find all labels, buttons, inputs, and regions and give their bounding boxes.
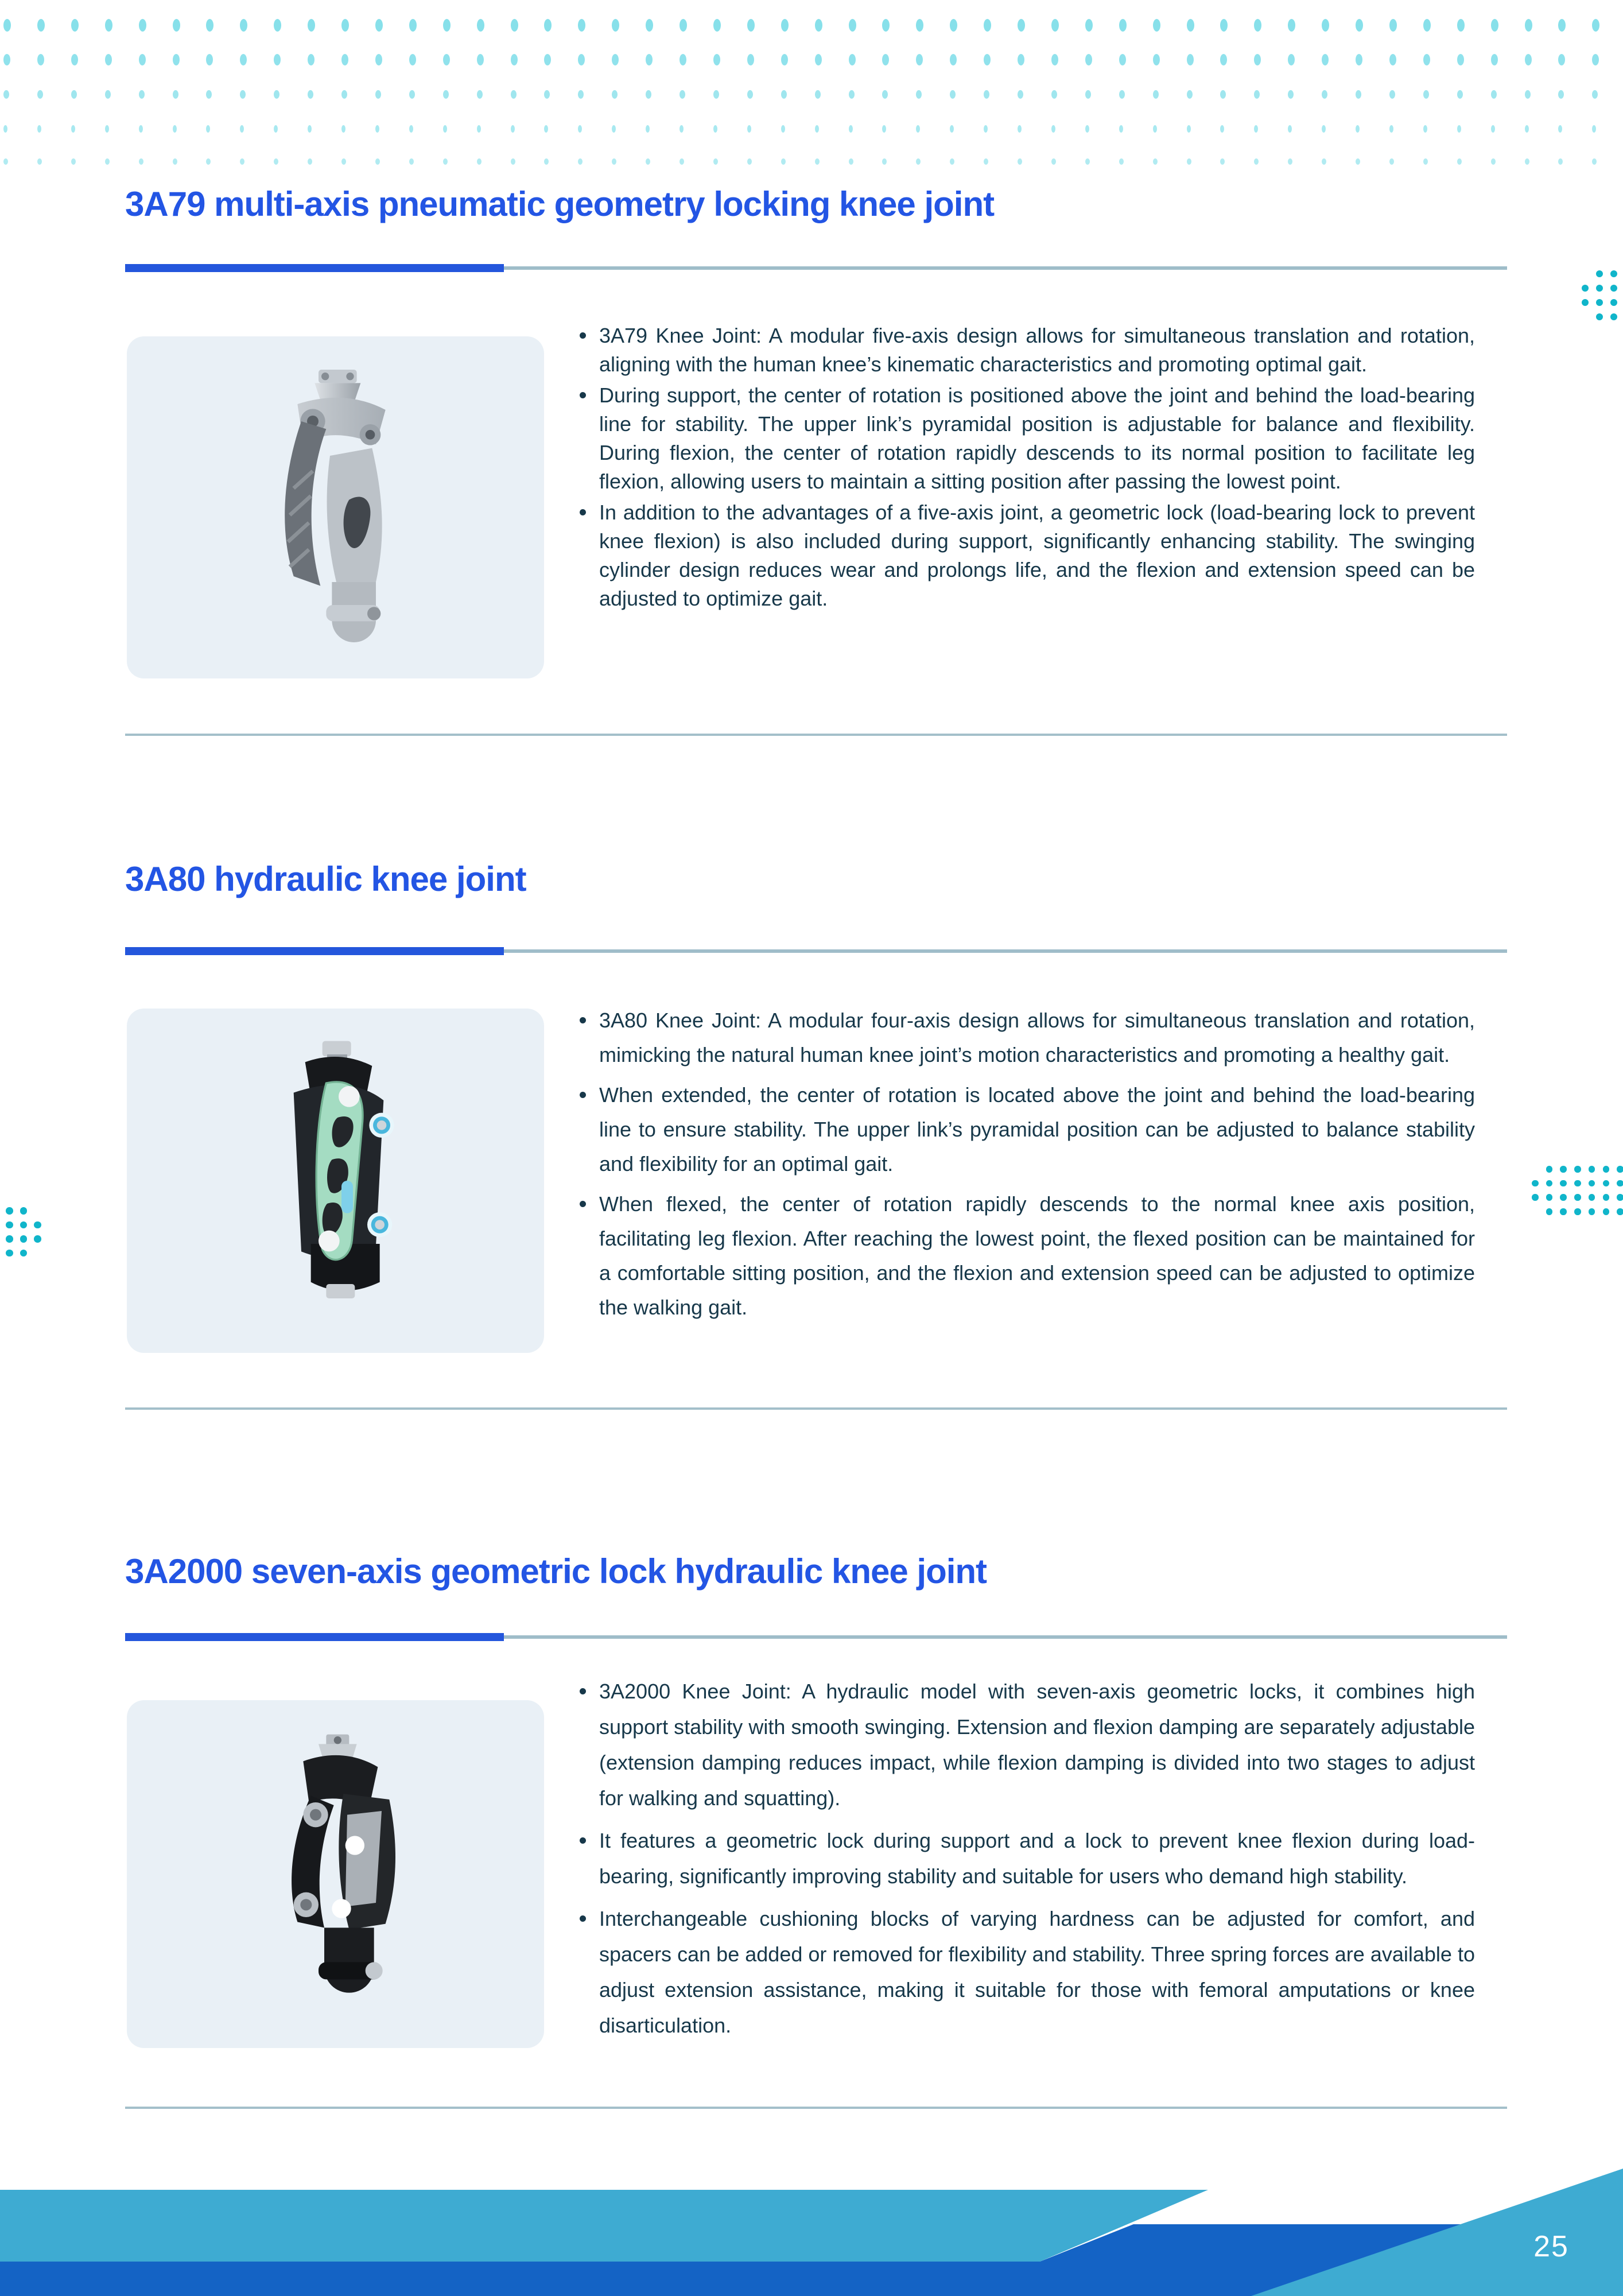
bullet-list-3a2000 bbox=[575, 1674, 1475, 2050]
bullet-item: Interchangeable cushioning blocks of varying hardness can be adjusted for comfort, and spacers can be added or removed for flexibility and stability. Three spring forces are available to adjust extension assistance, making it suitable for those with femoral amputations or knee disarticulation. bbox=[575, 1901, 1475, 2043]
product-image-3a79 bbox=[212, 364, 459, 651]
section-title-3a80: 3A80 hydraulic knee joint bbox=[125, 860, 526, 898]
bullet-item: 3A79 Knee Joint: A modular five-axis design allows for simultaneous translation and rotation, aligning with the human knee’s kinematic characteristics and promoting optimal gait. bbox=[575, 321, 1475, 379]
bullet-list-3a80 bbox=[575, 1003, 1475, 1331]
title-rule-3a2000 bbox=[125, 1633, 1507, 1642]
title-rule-line bbox=[504, 949, 1507, 953]
title-rule-3a79 bbox=[125, 264, 1507, 273]
product-card-3a2000 bbox=[127, 1700, 544, 2048]
title-rule-accent bbox=[125, 1633, 504, 1641]
title-rule-line bbox=[504, 1635, 1507, 1639]
title-rule-line bbox=[504, 266, 1507, 270]
bullet-item: It features a geometric lock during support and a lock to prevent knee flexion during load-bearing, significantly improving stability and suitable for users who demand high stability. bbox=[575, 1823, 1475, 1894]
section-divider bbox=[125, 734, 1507, 736]
bullet-item: 3A80 Knee Joint: A modular four-axis design allows for simultaneous translation and rotation, mimicking the natural human knee joint’s motion characteristics and promoting a healthy gait. bbox=[575, 1003, 1475, 1072]
bullet-list-3a79 bbox=[575, 321, 1475, 615]
page-number: 25 bbox=[1533, 2230, 1569, 2263]
bullet-item: When flexed, the center of rotation rapidly descends to the normal knee axis position, facilitating leg flexion. After reaching the lowest point, the flexed position can be maintained for a comfortable sitting position, and the flexion and extension speed can be adjusted to optimize the walking gait. bbox=[575, 1187, 1475, 1325]
product-card-3a79 bbox=[127, 336, 544, 678]
product-image-3a80 bbox=[212, 1037, 459, 1324]
bullet-item: During support, the center of rotation is positioned above the joint and behind the load-bearing line for stability. The upper link’s pyramidal position is adjustable for balance and flexibility. During flexion, the center of rotation rapidly descends to its normal position to facilitate leg flexion, allowing users to maintain a sitting position after passing the lowest point. bbox=[575, 381, 1475, 496]
title-rule-3a80 bbox=[125, 947, 1507, 956]
bullet-item: When extended, the center of rotation is located above the joint and behind the load-bearing line to ensure stability. The upper link’s pyramidal position can be adjusted to balance stability and flexibility for an optimal gait. bbox=[575, 1078, 1475, 1181]
product-image-3a2000 bbox=[212, 1731, 459, 2018]
bullet-item: 3A2000 Knee Joint: A hydraulic model with seven-axis geometric locks, it combines high support stability with smooth swinging. Extension and flexion damping are separately adjustable (extension damping reduces impact, while flexion damping is divided into two stages to adjust for walking and squatting). bbox=[575, 1674, 1475, 1816]
footer-ribbon-graphic bbox=[0, 2095, 1623, 2296]
section-divider bbox=[125, 1407, 1507, 1410]
section-title-3a2000: 3A2000 seven-axis geometric lock hydraulic knee joint bbox=[125, 1552, 987, 1591]
section-title-3a79: 3A79 multi-axis pneumatic geometry locking knee joint bbox=[125, 185, 995, 223]
title-rule-accent bbox=[125, 264, 504, 272]
product-card-3a80 bbox=[127, 1009, 544, 1353]
title-rule-accent bbox=[125, 947, 504, 955]
bullet-item: In addition to the advantages of a five-axis joint, a geometric lock (load-bearing lock to prevent knee flexion) is also included during support, significantly enhancing stability. The swinging cylinder design reduces wear and prolongs life, and the flexion and extension speed can be adjusted to optimize gait. bbox=[575, 498, 1475, 613]
